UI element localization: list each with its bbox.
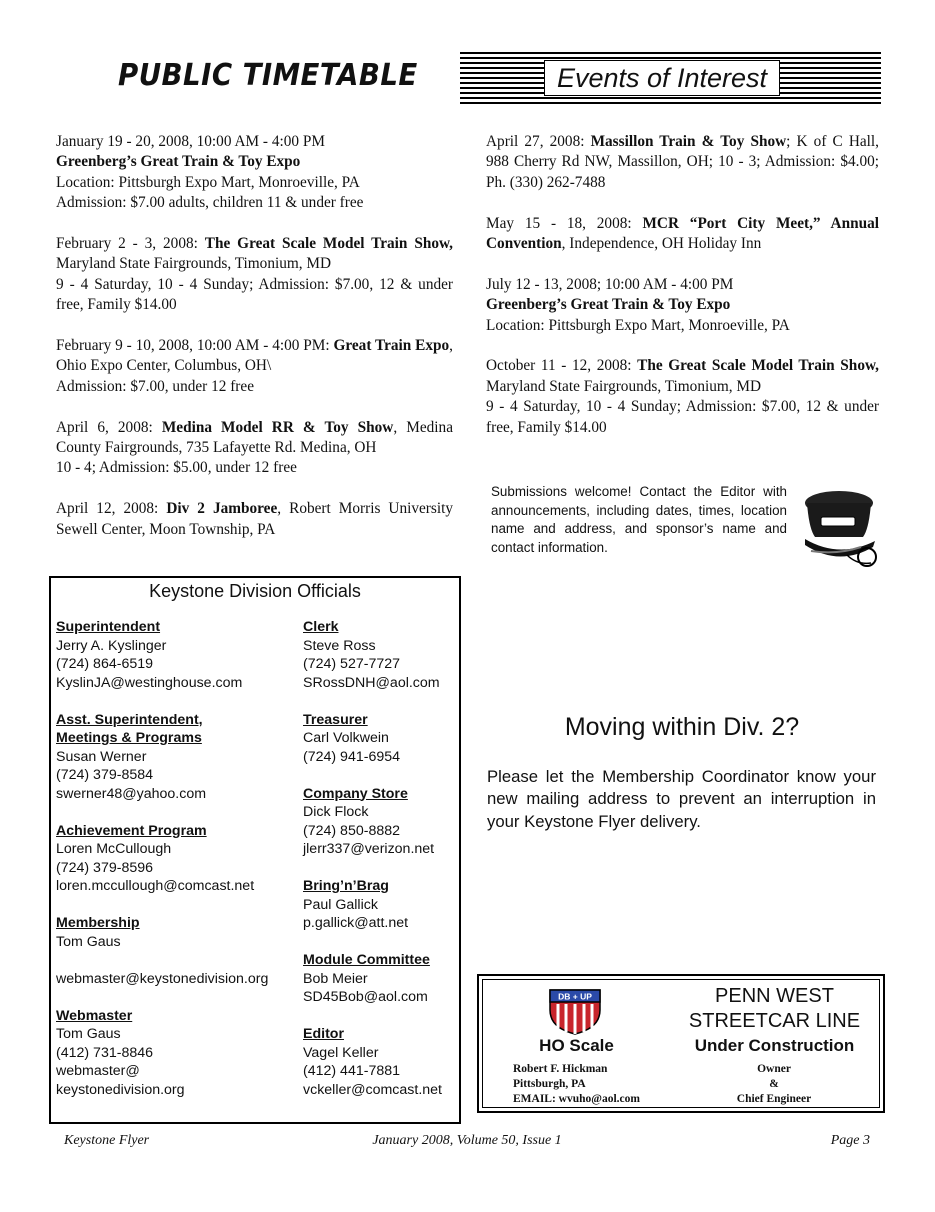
official-detail: Susan Werner (56, 748, 147, 765)
event-detail: , Ohio Expo Center, Columbus, OH\ (56, 337, 453, 375)
event-entry (56, 418, 453, 479)
event-entry (486, 214, 879, 255)
event-entry (56, 234, 453, 316)
shield-logo-icon (546, 984, 604, 1036)
event-detail: Admission: $7.00 adults, children 11 & under free (56, 194, 364, 212)
official-detail: Bob Meier (303, 970, 368, 987)
official-detail: (724) 850-8882 (303, 822, 401, 839)
official-role-heading: Clerk (303, 619, 339, 635)
officials-column-right (303, 618, 463, 1118)
ad-role-line: & (769, 1078, 779, 1090)
footer-publication: Keystone Flyer (64, 1133, 150, 1148)
ho-scale-label: HO Scale (539, 1036, 614, 1055)
official-detail: jlerr337@verizon.net (303, 841, 435, 857)
official-detail: SRossDNH@aol.com (303, 674, 440, 691)
official-detail: Tom Gaus (56, 933, 121, 950)
official-detail: p.gallick@att.net (303, 915, 409, 931)
ad-status: Under Construction (694, 1036, 855, 1055)
official-group (303, 1025, 463, 1099)
official-group (56, 914, 296, 988)
moving-heading: Moving within Div. 2? (564, 713, 800, 741)
event-name: Great Train Expo (333, 337, 450, 355)
official-role-heading: Meetings & Programs (56, 730, 202, 746)
official-detail: Jerry A. Kyslinger (56, 637, 167, 654)
event-entry (56, 336, 453, 397)
advertisement-box (477, 974, 885, 1113)
official-detail: Vagel Keller (303, 1044, 379, 1061)
official-role-heading: Module Committee (303, 952, 430, 968)
conductor-cap-icon (797, 485, 879, 569)
event-detail: April 12, 2008: (56, 500, 167, 518)
event-name: Greenberg’s Great Train & Toy Expo (56, 153, 301, 171)
official-group (56, 1007, 296, 1100)
event-detail: October 11 - 12, 2008: (486, 357, 638, 375)
event-entry (486, 132, 879, 193)
event-detail: May 15 - 18, 2008: (486, 214, 643, 232)
event-detail: February 9 - 10, 2008, 10:00 AM - 4:00 PM: (56, 337, 334, 355)
official-detail: (724) 379-8584 (56, 767, 154, 783)
event-name: MCR “Port City Meet,” Annual Convention (486, 214, 879, 253)
event-detail: , Medina County Fairgrounds, 735 Lafayette Rd. Medina, OH (56, 418, 453, 457)
official-detail: Paul Gallick (303, 896, 378, 913)
official-detail: Tom Gaus (56, 1026, 121, 1042)
event-detail: Location: Pittsburgh Expo Mart, Monroeville, PA (486, 316, 790, 334)
officials-box (49, 576, 461, 1124)
official-role-heading: Membership (56, 915, 140, 931)
ad-company-name (667, 984, 882, 1034)
official-detail: KyslinJA@westinghouse.com (56, 674, 243, 691)
ad-company-line: PENN WEST (715, 985, 834, 1007)
official-detail: SD45Bob@aol.com (303, 989, 428, 1005)
event-detail: January 19 - 20, 2008, 10:00 AM - 4:00 PM (56, 133, 325, 150)
ad-role-block (709, 1062, 839, 1107)
moving-notice: Please let the Membership Coordinator know your new mailing address to prevent an interruption in your Keystone Flyer delivery. (487, 767, 876, 831)
official-detail: (724) 527-7727 (303, 656, 401, 672)
official-group (56, 711, 296, 804)
ad-contact-line: Pittsburgh, PA (513, 1078, 586, 1090)
ad-contact-line: EMAIL: wvuho@aol.com (513, 1093, 640, 1105)
official-detail: Steve Ross (303, 637, 376, 654)
official-detail: vckeller@comcast.net (303, 1081, 442, 1098)
event-detail: April 27, 2008: (486, 133, 591, 150)
logo-text: DB + UP (558, 991, 592, 1002)
official-group (303, 877, 463, 933)
event-name: The Great Scale Model Train Show, (204, 235, 454, 253)
event-entry (486, 356, 879, 438)
ad-contact-block (513, 1062, 640, 1107)
official-role-heading: Achievement Program (56, 822, 207, 839)
ad-contact-line: Robert F. Hickman (513, 1063, 608, 1075)
officials-title: Keystone Division Officials (149, 581, 361, 601)
official-role-heading: Webmaster (56, 1007, 133, 1024)
official-role-heading: Superintendent (56, 619, 161, 635)
official-role-heading: Treasurer (303, 711, 368, 728)
official-role-heading: Asst. Superintendent, (56, 711, 203, 728)
official-detail: (412) 441-7881 (303, 1063, 401, 1079)
official-group (56, 822, 296, 896)
official-group (303, 951, 463, 1007)
event-detail: Maryland State Fairgrounds, Timonium, MD (56, 255, 332, 273)
official-role-heading: Company Store (303, 785, 408, 802)
officials-column-left (56, 618, 296, 1118)
official-detail: (412) 731-8846 (56, 1044, 154, 1061)
event-name: Div 2 Jamboree (166, 500, 278, 518)
ad-role-line: Owner (757, 1063, 791, 1075)
submissions-note: Submissions welcome! Contact the Editor with announcements, including dates, times, location name and address, and sponsor’s name and contact information. (491, 484, 787, 555)
footer-page-number: Page 3 (830, 1133, 870, 1148)
events-banner (460, 52, 881, 104)
event-detail: Admission: $7.00, under 12 free (56, 377, 254, 395)
events-banner-title: Events of Interest (544, 60, 780, 96)
page-title: PUBLIC TIMETABLE (118, 58, 418, 93)
events-column-left (56, 132, 453, 560)
event-detail: Maryland State Fairgrounds, Timonium, MD (486, 377, 762, 395)
official-detail (56, 951, 296, 970)
event-name: Massillon Train & Toy Show (590, 133, 787, 150)
official-group (56, 618, 296, 692)
official-role-heading: Bring’n’Brag (303, 878, 389, 894)
official-detail: (724) 864-6519 (56, 656, 154, 672)
event-detail: February 2 - 3, 2008: (56, 235, 205, 253)
event-entry (56, 499, 453, 540)
event-name: The Great Scale Model Train Show, (637, 357, 879, 375)
official-group (303, 618, 463, 692)
event-detail: , Independence, OH Holiday Inn (561, 235, 762, 253)
ad-role-line: Chief Engineer (736, 1093, 812, 1105)
ad-company-line: STREETCAR LINE (688, 1010, 861, 1032)
event-detail: 10 - 4; Admission: $5.00, under 12 free (56, 459, 297, 477)
event-detail: July 12 - 13, 2008; 10:00 AM - 4:00 PM (486, 275, 734, 293)
official-detail: (724) 941-6954 (303, 748, 401, 765)
event-entry (56, 132, 453, 214)
official-detail: webmaster@ (56, 1063, 140, 1079)
official-detail: webmaster@keystonedivision.org (56, 970, 269, 987)
official-detail: keystonedivision.org (56, 1081, 185, 1098)
event-detail: April 6, 2008: (56, 418, 162, 436)
event-detail: , Robert Morris University Sewell Center, Moon Township, PA (56, 500, 454, 538)
event-detail: ; K of C Hall, 988 Cherry Rd NW, Massillon, OH; 10 - 3; Admission: $4.00; Ph. (330) 262-7488 (486, 133, 880, 191)
official-detail: swerner48@yahoo.com (56, 785, 207, 802)
footer-issue: January 2008, Volume 50, Issue 1 (372, 1133, 562, 1148)
event-name: Medina Model RR & Toy Show (161, 418, 394, 436)
event-name: Greenberg’s Great Train & Toy Expo (486, 296, 731, 314)
event-detail: 9 - 4 Saturday, 10 - 4 Sunday; Admission: $7.00, 12 & under free, Family $14.00 (486, 398, 879, 436)
official-detail: Loren McCullough (56, 841, 172, 857)
official-detail: loren.mccullough@comcast.net (56, 878, 255, 894)
event-entry (486, 275, 879, 336)
official-detail: Dick Flock (303, 804, 369, 820)
official-role-heading: Editor (303, 1026, 344, 1042)
event-detail: 9 - 4 Saturday, 10 - 4 Sunday; Admission: $7.00, 12 & under free, Family $14.00 (56, 275, 453, 314)
events-column-right (486, 132, 879, 458)
official-detail: Carl Volkwein (303, 730, 389, 746)
official-group (303, 785, 463, 859)
official-group (303, 711, 463, 767)
event-detail: Location: Pittsburgh Expo Mart, Monroeville, PA (56, 173, 360, 191)
official-detail: (724) 379-8596 (56, 859, 154, 876)
